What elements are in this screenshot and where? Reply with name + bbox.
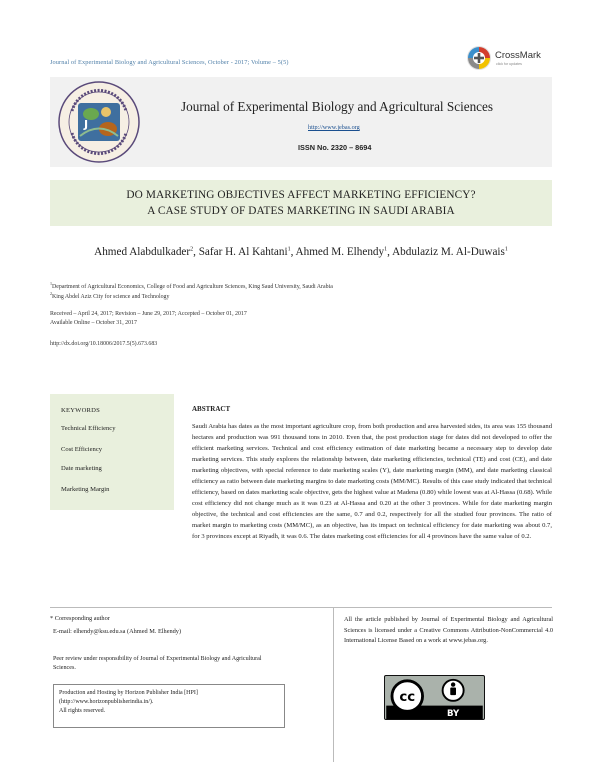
author-affiliation-mark: 1 [384,246,388,253]
svg-text:J: J [84,118,89,131]
peer-review-note: Peer review under responsibility of Journal of Experimental Biology and Agricultural Sciences. [53,656,262,671]
keywords-heading: KEYWORDS [61,407,100,414]
journal-title: Journal of Experimental Biology and Agricultural Sciences [181,99,494,114]
article-title [50,180,552,226]
footer-divider [50,607,552,608]
author-separator: , [290,246,296,258]
footer-column-divider [333,607,334,762]
article-dates-online: Available Online – October 31, 2017 [50,320,137,326]
keyword-item: Date marketing [61,465,102,472]
hosting-rights: All rights reserved. [59,708,106,714]
keyword-item: Technical Efficiency [61,425,116,432]
author-name: Ahmed Alabdulkader [94,246,191,258]
hosting-link[interactable]: (http://www.horizonpublisherindia.in/). [59,699,154,705]
corresponding-author-email: E-mail: elhendy@ksu.edu.sa (Ahmed M. Elhendy) [53,628,182,635]
license-statement: All the article published by Journal of Experimental Biology and Agricultural Sciences is licensed under a Creative Commons Attribution-NonCommercial 4.0 International License Based on a work at www.jebas.org. [344,616,553,644]
author-affiliation-mark: 1 [287,246,291,253]
author-name: Abdulaziz M. Al-Duwais [392,246,505,258]
affiliation-text: Department of Agricultural Economics, College of Food and Agriculture Sciences, King Saud University, Saudi Arabia [52,283,333,290]
article-title-line-2: A CASE STUDY OF DATES MARKETING IN SAUDI ARABIA [147,205,455,217]
abstract-heading: ABSTRACT [192,405,231,413]
author-name: Safar H. Al Kahtani [198,246,288,258]
journal-header [50,77,552,167]
article-dates-received: Received – April 24, 2017; Revision – June 29, 2017; Accepted – October 01, 2017 [50,311,247,317]
author-separator: , [193,246,199,258]
affiliation-1 [50,281,333,290]
affiliation-mark: 1 [50,281,52,286]
author-affiliation-mark: 2 [190,246,194,253]
article-doi-link[interactable]: http://dx.doi.org/10.18006/2017.5(5).673.683 [50,341,158,347]
cc-label: cc [399,689,416,705]
journal-url-link[interactable]: http://www.jebas.org [308,124,360,131]
journal-running-header: Journal of Experimental Biology and Agricultural Sciences, October - 2017; Volume – 5(5) [50,59,289,66]
author-separator: , [387,246,393,258]
crossmark-label: CrossMark [495,50,541,61]
affiliation-mark: 2 [50,291,52,296]
journal-issn: ISSN No. 2320 – 8694 [298,143,372,152]
journal-seal-logo [58,81,140,163]
cc-by-license-icon[interactable] [384,675,485,720]
affiliation-2 [50,291,169,300]
author-list [50,246,552,258]
author-name: Ahmed M. Elhendy [295,246,385,258]
crossmark-badge[interactable] [466,45,556,73]
keyword-item: Marketing Margin [61,486,110,493]
hosting-box [53,684,285,728]
hosting-line: Production and Hosting by Horizon Publisher India [HPI] [59,690,198,696]
keywords-box [50,394,174,510]
author-affiliation-mark: 1 [504,246,508,253]
crossmark-icon [466,45,492,71]
crossmark-sublabel: click for updates [496,62,522,66]
corresponding-author-label: * Corresponding author [50,615,110,622]
by-label: BY [446,709,460,720]
article-title-line-1: DO MARKETING OBJECTIVES AFFECT MARKETING EFFICIENCY? [126,189,476,201]
abstract-body: Saudi Arabia has dates as the most important agriculture crop, from both production and area harvested sides, its area was 155 thousand hectares and production was 991 thousand tons in 2010. Even that, the post production stage for dates did not developed to offer the efficient marketing services. Technical and cost efficiency estimation of date marketing became a necessary step to develop date marketing services. This study explores the relationship between, date marketing efficiencies, technical (TE) and cost (CE), and date marketing objectives, with special reference to date marketing scales (Y), date marketing margin (MM), and date marketing classical efficiency as ratio between date marketing margins to date marketing costs (MM/MC). Results of this case study indicated that technical efficiency, based on dates marketing scale objective, gets the highest value at Madena (0.80) while lowest was at Al-Hassa (0.68). While cost efficiency did not change much as it was 0.23 at Al-Hassa and 0.20 at the other 3 provinces. While for date marketing margin objective, the technical and cost efficiencies are the same, 0.7 and 0.2, respectively for all the studied four provinces. The ratio of market margin to marketing costs (MM/MC), as an objective, has its impact on technical efficiency for date marketing was about 0.7, for 3 provinces except at Riyadh, it was 0.6. The dates marketing cost efficiencies for all 4 provinces have the same value of 0.2. [192,423,552,540]
keyword-item: Cost Efficiency [61,446,103,453]
affiliation-text: King Abdel Aziz City for science and Technology [52,293,170,300]
